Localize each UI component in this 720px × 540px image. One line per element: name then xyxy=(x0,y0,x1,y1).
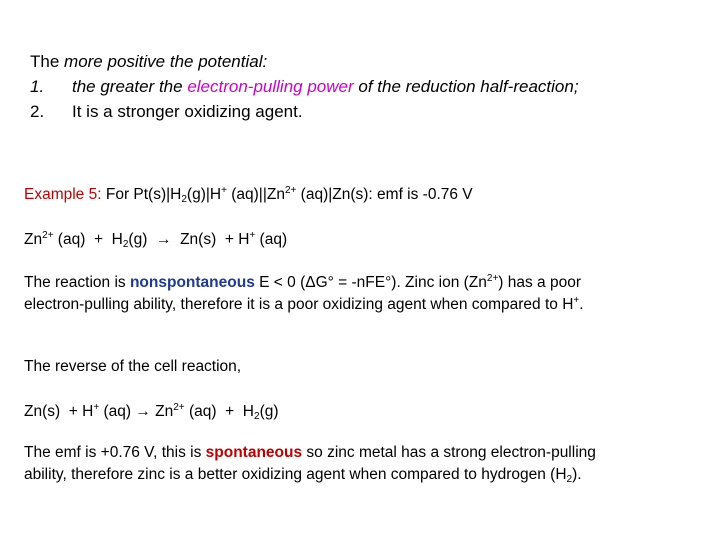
text: . xyxy=(579,296,584,313)
subscript: 2 xyxy=(122,239,129,250)
superscript: 2+ xyxy=(42,230,54,241)
heading-plain: The xyxy=(30,52,65,71)
superscript: + xyxy=(221,185,227,196)
superscript: 2+ xyxy=(173,402,185,413)
superscript: 2+ xyxy=(284,185,297,196)
item-number: 2. xyxy=(30,102,45,121)
superscript: + xyxy=(573,295,580,306)
text: (aq) + H xyxy=(184,403,254,420)
text: (aq) → Zn xyxy=(99,403,174,420)
paragraph-2: The reverse of the cell reaction, xyxy=(24,358,242,375)
text: (g) → Zn(s) + H xyxy=(128,231,250,248)
item-text: It is a stronger oxidizing agent. xyxy=(72,102,303,121)
intro-item-1 xyxy=(30,77,579,97)
text: (aq) xyxy=(255,231,288,248)
text: The reaction is xyxy=(24,274,130,291)
paragraph-1-line-2 xyxy=(24,295,584,314)
equation-1 xyxy=(24,230,287,250)
subscript: 2 xyxy=(566,474,573,485)
example-label: Example 5: xyxy=(24,186,102,203)
text: For Pt(s)|H xyxy=(101,186,182,203)
spontaneous-highlight: spontaneous xyxy=(205,444,303,461)
equation-2 xyxy=(24,402,279,422)
text: (g) xyxy=(259,403,279,420)
text: (aq)|Zn(s): emf is -0.76 V xyxy=(296,186,473,203)
text: ). xyxy=(572,466,582,483)
superscript: 2+ xyxy=(486,273,499,284)
text: (g)|H xyxy=(186,186,222,203)
paragraph-3-line-2 xyxy=(24,466,582,485)
paragraph-3-line-1 xyxy=(24,444,596,462)
text: Zn xyxy=(24,231,43,248)
example-line xyxy=(24,185,473,205)
superscript: + xyxy=(249,230,256,241)
superscript: + xyxy=(93,402,100,413)
text: (aq)||Zn xyxy=(226,186,285,203)
text: Zn(s) + H xyxy=(24,403,94,420)
item-text: the greater the xyxy=(72,77,188,96)
text: ability, therefore zinc is a better oxidizing agent when compared to hydrogen (H xyxy=(24,466,567,483)
paragraph-1-line-1 xyxy=(24,273,581,292)
item-text: of the reduction half-reaction; xyxy=(353,77,579,96)
subscript: 2 xyxy=(254,411,260,422)
intro-item-2 xyxy=(30,102,303,122)
subscript: 2 xyxy=(181,194,187,205)
text: so zinc metal has a strong electron-pulling xyxy=(302,444,596,461)
heading-italic: more positive the potential: xyxy=(64,52,268,71)
text: E < 0 (ΔG° = -nFE°). Zinc ion (Zn xyxy=(254,274,487,291)
text: ) has a poor xyxy=(498,274,582,291)
nonspontaneous-highlight: nonspontaneous xyxy=(129,274,255,291)
text: The emf is +0.76 V, this is xyxy=(24,444,206,461)
text: electron-pulling ability, therefore it is a poor oxidizing agent when compared to H xyxy=(24,296,574,313)
text: (aq) + H xyxy=(53,231,123,248)
item-number: 1. xyxy=(30,77,45,96)
highlight-text: electron-pulling power xyxy=(187,77,354,96)
intro-heading xyxy=(30,52,267,72)
